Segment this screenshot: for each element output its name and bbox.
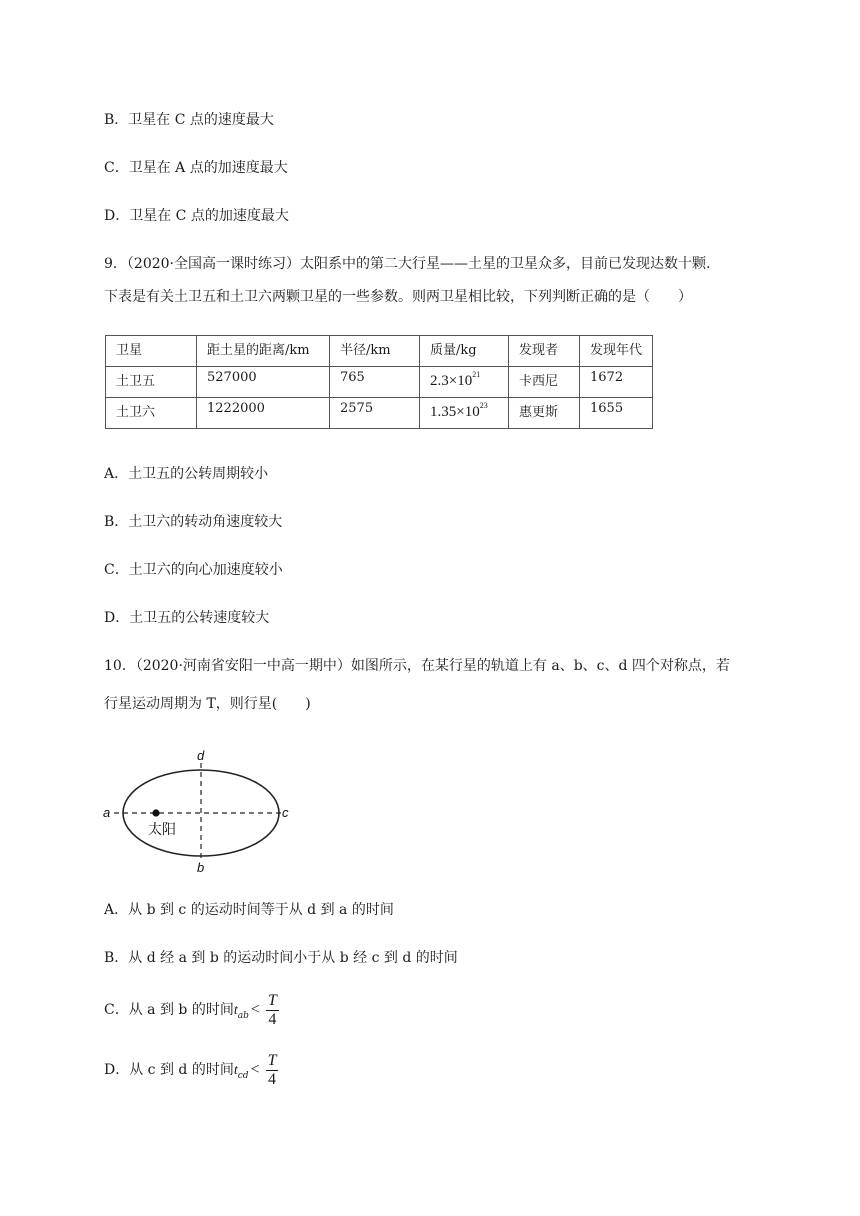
time-variable: t (233, 1063, 238, 1078)
mass-times: ×10 (456, 404, 480, 420)
satellite-params-table (105, 335, 653, 429)
q10-stem-line1: 10．（2020·河南省安阳一中高一期中）如图所示，在某行星的轨道上有 a、b、c、d 四个对称点，若 (104, 658, 730, 674)
option-letter: B． (104, 514, 129, 530)
fraction-denominator: 4 (268, 1010, 277, 1028)
option-letter: C． (104, 562, 129, 578)
option-c-q10 (104, 990, 279, 1036)
option-text: 卫星在 A 点的加速度最大 (128, 160, 288, 176)
option-text: 卫星在 C 点的速度最大 (128, 112, 274, 128)
option-letter: D． (104, 1062, 130, 1078)
cell-mass (420, 398, 509, 429)
fraction (266, 1052, 279, 1089)
option-letter: A． (104, 466, 129, 482)
fraction (266, 992, 279, 1029)
time-subscript: ab (237, 1011, 249, 1021)
option-c-q8 (104, 158, 288, 178)
mass-exp: 23 (479, 401, 488, 410)
option-letter: B． (104, 950, 129, 966)
option-a-q10 (104, 900, 394, 920)
cell-radius: 2575 (330, 398, 420, 429)
fraction-numerator: T (267, 1051, 277, 1069)
option-text: 土卫五的公转周期较小 (128, 466, 269, 482)
option-text: 从 a 到 b 的时间 (128, 1002, 234, 1018)
option-b-q10 (104, 948, 458, 968)
time-subscript: cd (237, 1071, 249, 1081)
option-b-q8 (104, 110, 274, 130)
point-a-label: a (103, 805, 111, 820)
cell-distance: 1222000 (197, 398, 330, 429)
point-c-label: c (282, 805, 289, 820)
fraction-denominator: 4 (268, 1070, 277, 1088)
point-b-label: b (197, 860, 205, 875)
option-letter: B． (104, 112, 129, 128)
cell-mass (420, 367, 509, 398)
option-b-q9 (104, 512, 282, 532)
header-cell: 卫星 (106, 336, 197, 367)
less-than: < (250, 1061, 260, 1078)
option-letter: C． (104, 160, 129, 176)
sun-label: 太阳 (148, 822, 176, 838)
option-d-q9 (104, 608, 269, 628)
option-letter: C． (104, 1002, 129, 1018)
option-text: 卫星在 C 点的加速度最大 (129, 208, 289, 224)
cell-year: 1655 (580, 398, 653, 429)
mass-coef: 1.35 (430, 404, 457, 420)
point-d-label: d (197, 748, 205, 763)
cell-year: 1672 (580, 367, 653, 398)
table-row (106, 398, 653, 429)
mass-exp: 21 (472, 370, 481, 379)
header-cell: 质量/kg (420, 336, 509, 367)
option-letter: A． (104, 902, 129, 918)
orbit-diagram (100, 745, 300, 875)
cell-discoverer: 卡西尼 (509, 367, 580, 398)
mass-times: ×10 (448, 373, 473, 389)
mass-coef: 2.3 (430, 373, 449, 389)
header-cell: 发现年代 (580, 336, 653, 367)
cell-name: 土卫五 (106, 367, 197, 398)
option-d-q8 (104, 206, 289, 226)
option-text: 土卫六的向心加速度较小 (128, 562, 283, 578)
option-d-q10 (104, 1050, 278, 1096)
header-cell: 距土星的距离/km (197, 336, 330, 367)
time-variable: t (233, 1003, 238, 1018)
q9-stem-line1: 9．（2020·全国高一课时练习）太阳系中的第二大行星——土星的卫星众多，目前已发现达数十颗. (104, 256, 711, 272)
sun-dot (152, 809, 159, 816)
table-header-row (106, 336, 653, 367)
q10-stem-line2: 行星运动周期为 T，则行星( ) (104, 696, 311, 712)
fraction-numerator: T (267, 991, 277, 1009)
option-text: 从 c 到 d 的时间 (129, 1062, 234, 1078)
header-cell: 发现者 (509, 336, 580, 367)
cell-name: 土卫六 (106, 398, 197, 429)
cell-distance: 527000 (197, 367, 330, 398)
option-a-q9 (104, 464, 268, 484)
cell-discoverer: 惠更斯 (509, 398, 580, 429)
option-letter: D． (104, 610, 130, 626)
q9-stem-line2: 下表是有关土卫五和土卫六两颗卫星的一些参数。则两卫星相比较，下列判断正确的是（ ） (104, 289, 692, 305)
option-text: 从 b 到 c 的运动时间等于从 d 到 a 的时间 (128, 902, 394, 918)
option-c-q9 (104, 560, 283, 580)
table-row (106, 367, 653, 398)
option-text: 从 d 经 a 到 b 的运动时间小于从 b 经 c 到 d 的时间 (128, 950, 458, 966)
option-letter: D． (104, 208, 130, 224)
header-cell: 半径/km (330, 336, 420, 367)
option-text: 土卫六的转动角速度较大 (128, 514, 283, 530)
less-than: < (250, 1001, 260, 1018)
option-text: 土卫五的公转速度较大 (129, 610, 270, 626)
cell-radius: 765 (330, 367, 420, 398)
